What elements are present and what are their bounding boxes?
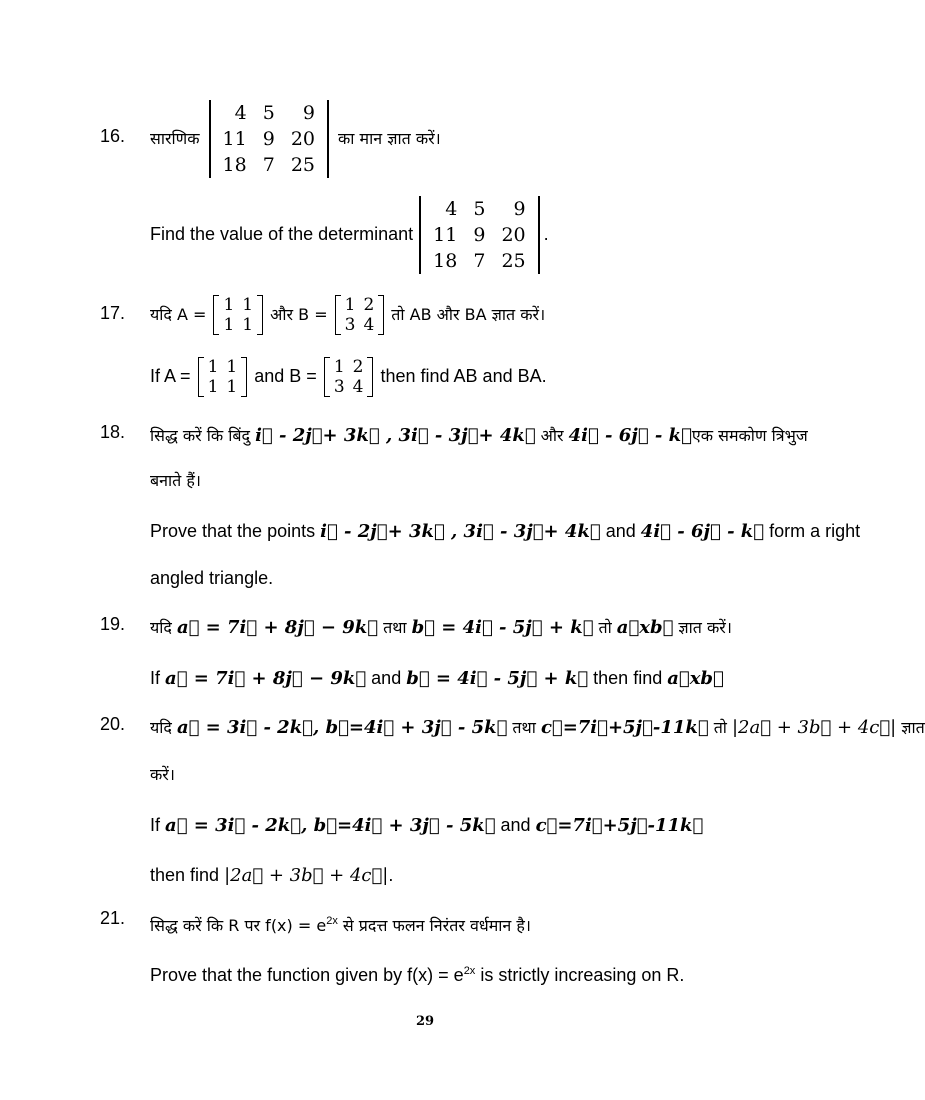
question-hindi: यदि a⃗ = 7i⃗ + 8j⃗ − 9k⃗ तथा b⃗ = 4i⃗ - 5j⃗ + k⃗ तो a⃗xb⃗ ज्ञात करें। — [150, 617, 732, 638]
question-hindi: यदि A = 1 1 1 1 और B = 1 2 3 4 तो AB और BA ज्ञात करें। — [150, 295, 546, 335]
determinant-row — [215, 152, 323, 178]
determinant — [419, 196, 539, 274]
determinant-cell: 25 — [501, 250, 526, 272]
matrix-cell: 2 — [352, 357, 364, 377]
question-english: If A = 1 1 1 1 and B = 1 2 3 4 then find AB and BA. — [150, 357, 547, 397]
matrix-b — [324, 357, 374, 397]
determinant — [209, 100, 329, 178]
matrix-row — [204, 357, 242, 377]
matrix-a — [213, 295, 263, 335]
determinant-row — [425, 248, 533, 274]
determinant-cell: 9 — [262, 128, 275, 150]
matrix-cell: 1 — [207, 357, 219, 377]
determinant-cell: 11 — [433, 224, 458, 246]
matrix-row — [204, 377, 242, 397]
matrix-cell: 4 — [363, 315, 375, 335]
matrix-cell: 1 — [226, 357, 238, 377]
question-number: 16. — [100, 126, 126, 146]
matrix-cell: 1 — [333, 357, 345, 377]
determinant-cell: 18 — [222, 154, 247, 176]
question-number: 17. — [100, 303, 126, 323]
determinant-cell: 5 — [262, 102, 275, 124]
matrix-b — [335, 295, 385, 335]
question-english: Prove that the points i⃗ - 2j⃗+ 3k⃗ , 3i⃗ - 3j⃗+ 4k⃗ and 4i⃗ - 6j⃗ - k⃗ form a right — [150, 521, 861, 542]
question-number: 19. — [100, 614, 126, 634]
determinant-cell: 7 — [473, 250, 486, 272]
question-number: 20. — [100, 714, 126, 734]
matrix-cell: 1 — [242, 315, 254, 335]
determinant-cell: 20 — [501, 224, 526, 246]
question-hindi-cont: करें। — [150, 765, 175, 784]
matrix-cell: 1 — [223, 315, 235, 335]
determinant-cell: 20 — [290, 128, 315, 150]
question-english-cont: angled triangle. — [150, 568, 274, 588]
matrix-cell: 1 — [223, 295, 235, 315]
matrix-cell: 1 — [344, 295, 356, 315]
determinant-cell: 9 — [513, 198, 526, 220]
question-hindi: यदि a⃗ = 3i⃗ - 2k⃗, b⃗=4i⃗ + 3j⃗ - 5k⃗ तथा c⃗=7i⃗+5j⃗-11k⃗ तो |2a⃗ + 3b⃗ + 4c⃗| ज्ञात — [150, 717, 925, 738]
question-hindi: सिद्ध करें कि R पर $f(x) = e^{2x}$ से प्रदत्त फलन निरंतर वर्धमान है। — [150, 915, 531, 935]
determinant-cell: 5 — [473, 198, 486, 220]
question-number: 21. — [100, 908, 126, 928]
matrix-row — [219, 295, 257, 315]
determinant-row — [425, 196, 533, 222]
matrix-row — [330, 377, 368, 397]
determinant-cell: 18 — [433, 250, 458, 272]
matrix-cell: 3 — [333, 377, 345, 397]
matrix-cell: 1 — [207, 377, 219, 397]
matrix-cell: 2 — [363, 295, 375, 315]
determinant-cell: 4 — [234, 102, 247, 124]
matrix-cell: 1 — [242, 295, 254, 315]
matrix-row — [330, 357, 368, 377]
question-hindi: सिद्ध करें कि बिंदु i⃗ - 2j⃗+ 3k⃗ , 3i⃗ - 3j⃗+ 4k⃗ और 4i⃗ - 6j⃗ - k⃗एक समकोण त्रिभुज — [150, 425, 808, 446]
page-number: 29 — [415, 1014, 435, 1029]
determinant-row — [215, 100, 323, 126]
determinant-cell: 4 — [445, 198, 458, 220]
matrix-row — [341, 295, 379, 315]
matrix-row — [219, 315, 257, 335]
question-hindi-cont: बनाते हैं। — [150, 471, 201, 490]
determinant-cell: 11 — [222, 128, 247, 150]
matrix-cell: 3 — [344, 315, 356, 335]
question-hindi: सारणिक 4 5 9 11 9 20 18 7 25 का मान ज्ञात करें। — [150, 102, 441, 176]
question-english-cont: then find |2a⃗ + 3b⃗ + 4c⃗|. — [150, 865, 394, 886]
determinant-cell: 7 — [262, 154, 275, 176]
question-english: Prove that the function given by $f(x) = e^{2x}$ is strictly increasing on R. — [150, 965, 685, 985]
matrix-cell: 1 — [226, 377, 238, 397]
determinant-cell: 9 — [473, 224, 486, 246]
determinant-row — [425, 222, 533, 248]
matrix-row — [341, 315, 379, 335]
determinant-cell: 9 — [302, 102, 315, 124]
matrix-cell: 4 — [352, 377, 364, 397]
question-english: Find the value of the determinant 4 5 9 11 9 20 18 7 25 . — [150, 198, 549, 272]
question-english: If a⃗ = 3i⃗ - 2k⃗, b⃗=4i⃗ + 3j⃗ - 5k⃗ and c⃗=7i⃗+5j⃗-11k⃗ — [150, 815, 704, 836]
question-english: If a⃗ = 7i⃗ + 8j⃗ − 9k⃗ and b⃗ = 4i⃗ - 5j⃗ + k⃗ then find a⃗xb⃗ — [150, 668, 724, 689]
matrix-a — [198, 357, 248, 397]
question-number: 18. — [100, 422, 126, 442]
determinant-row — [215, 126, 323, 152]
determinant-cell: 25 — [290, 154, 315, 176]
